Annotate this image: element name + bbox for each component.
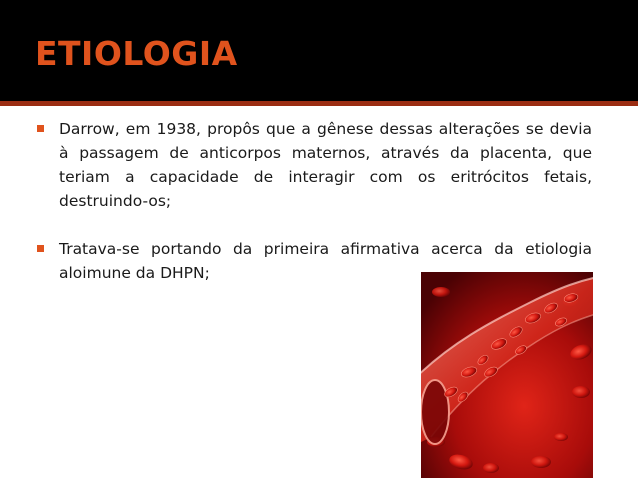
square-bullet-icon bbox=[37, 125, 44, 132]
bullet-item bbox=[34, 117, 592, 213]
blood-vessel-illustration bbox=[421, 272, 593, 478]
title-accent-line bbox=[0, 101, 638, 106]
title-bar bbox=[0, 0, 638, 101]
square-bullet-icon bbox=[37, 245, 44, 252]
slide-title: ETIOLOGIA bbox=[35, 34, 238, 73]
bullet-text: Tratava-se portando da primeira afirmativa acerca da etiologia aloimune da DHPN; bbox=[59, 240, 592, 282]
bullet-text: Darrow, em 1938, propôs que a gênese dessas alterações se devia à passagem de anticorpos maternos, através da placenta, que teriam a capacidade de interagir com os eritrócitos fetais, destruindo-os; bbox=[59, 120, 592, 210]
